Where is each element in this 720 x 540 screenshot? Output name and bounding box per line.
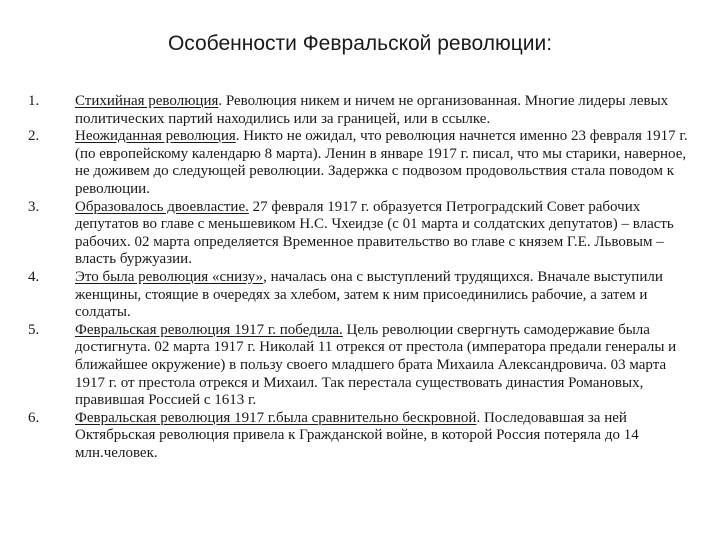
list-item-6 (0, 410, 720, 463)
item-lead: Февральская революция 1917 г.была сравнительно бескровной (75, 409, 477, 426)
item-body: . Последовавшая за ней Октябрьская революция привела к Гражданской войне, в которой Россия потеряла до 14 млн.человек. (75, 409, 639, 461)
item-lead: Стихийная революция (75, 93, 219, 109)
item-number: 2. (28, 128, 40, 145)
item-body: , началась она с выступлений трудящихся. Вначале выступили женщины, стоящие в очередях за хлебом, затем к ним присоединились рабочие, а затем и солдаты. (75, 268, 663, 321)
item-text (75, 128, 695, 198)
item-body: 27 февраля 1917 г. образуется Петроградский Совет рабочих депутатов во главе с меньшевиком Н.С. Чхеидзе (с 01 марта и солдатских депутатов) – власть рабочих. 02 марта определяется Временное правительство во главе с князем Г.Е. Львовым – власть буржуазии. (75, 198, 674, 268)
list-item-2 (0, 128, 720, 198)
item-lead: Февральская революция 1917 г. победила. (75, 321, 343, 338)
list-item-4 (0, 269, 720, 322)
list-item-5 (0, 322, 720, 410)
item-number: 3. (28, 198, 40, 215)
item-text (75, 269, 695, 322)
item-body: . Никто не ожидал, что революция начнется именно 23 февраля 1917 г.(по европейскому календарю 8 марта). Ленин в январе 1917 г. писал, что мы старики, наверное, не доживем до следующей революции. Задержка с подвозом продовольствия стала поводом к революции. (75, 128, 688, 197)
item-number: 4. (28, 268, 40, 285)
item-text (75, 93, 695, 128)
item-text (75, 322, 695, 410)
item-body: Цель революции свергнуть самодержавие была достигнута. 02 марта 1917 г. Николай 11 отрекся от престола (императора предали генералы и ближайшее окружение) в пользу своего младшего брата Михаила Александровича. 03 марта 1917 г. от престола отрекся и Михаил. Так перестала существовать династия Романовых, правившая Россией с 1613 г. (75, 321, 677, 409)
slide-title: Особенности Февральской революции: (167, 32, 553, 55)
list-item-3 (0, 199, 720, 269)
item-number: 1. (28, 93, 40, 109)
features-list (0, 93, 720, 462)
list-item-1 (0, 93, 720, 128)
item-text (75, 410, 695, 463)
item-lead: Неожиданная революция (75, 128, 236, 145)
item-body: . Революция никем и ничем не организованная. Многие лидеры левых политических партий находились или за границей, или в ссылке. (75, 93, 669, 127)
item-number: 5. (28, 321, 40, 338)
item-lead: Образовалось двоевластие. (75, 198, 249, 215)
item-number: 6. (28, 409, 40, 426)
item-lead: Это была революция «снизу» (75, 268, 264, 285)
item-text (75, 199, 695, 269)
